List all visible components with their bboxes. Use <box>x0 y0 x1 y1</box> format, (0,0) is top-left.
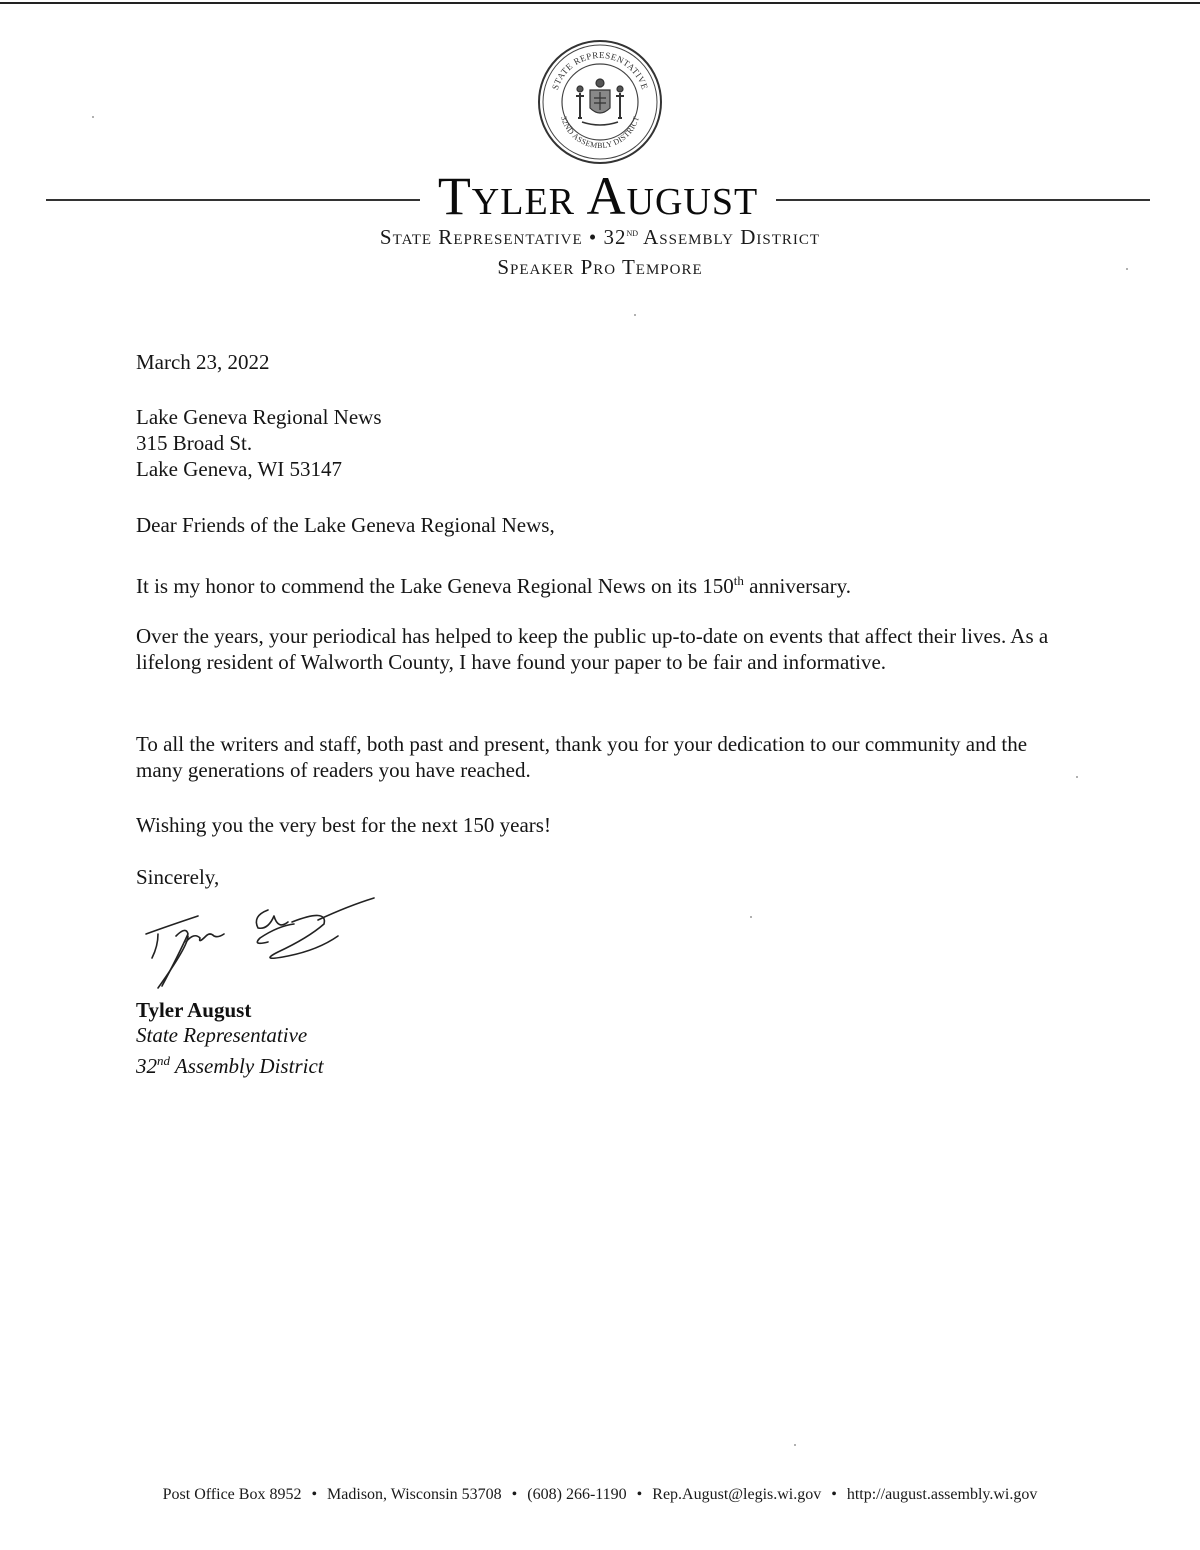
top-edge-rule <box>0 2 1200 4</box>
footer-separator: • <box>511 1486 518 1503</box>
footer-city: Madison, Wisconsin 53708 <box>327 1486 502 1503</box>
letterhead-name-row <box>46 168 1150 224</box>
footer-separator: • <box>831 1486 837 1503</box>
scan-speck <box>794 1444 796 1446</box>
footer-phone: (608) 266-1190 <box>527 1486 627 1503</box>
letterhead-role: Speaker Pro Tempore <box>497 255 703 279</box>
state-seal-icon <box>536 38 664 166</box>
subtitle-position: State Representative <box>379 225 583 249</box>
recipient-city: Lake Geneva, WI 53147 <box>136 457 343 481</box>
recipient-street: 315 Broad St. <box>136 431 253 455</box>
svg-text:32ND ASSEMBLY DISTRICT <box>559 115 641 150</box>
scan-speck <box>92 116 94 118</box>
district-ordinal: nd <box>157 1053 170 1068</box>
subtitle-district-number: 32 <box>603 225 627 249</box>
letterhead-footer <box>0 1486 1200 1504</box>
footer-email[interactable]: Rep.August@legis.wi.gov <box>652 1486 822 1503</box>
subtitle-ordinal-suffix: nd <box>626 225 639 239</box>
letter-salutation: Dear Friends of the Lake Geneva Regional News, <box>136 513 555 537</box>
footer-separator: • <box>311 1486 318 1503</box>
district-number: 32 <box>136 1054 157 1078</box>
letter-date: March 23, 2022 <box>136 350 270 374</box>
footer-separator: • <box>636 1486 643 1503</box>
handwritten-signature <box>128 886 388 996</box>
scan-speck <box>750 916 752 918</box>
paragraph-1-text: It is my honor to commend the Lake Geneva Regional News on its 150 <box>136 574 734 598</box>
letterhead-name: Tyler August <box>437 166 759 226</box>
signatory-name: Tyler August <box>136 998 252 1022</box>
letter-paragraph-4: Wishing you the very best for the next 150 years! <box>136 813 551 837</box>
subtitle-district: Assembly District <box>643 225 821 249</box>
footer-po-box: Post Office Box 8952 <box>162 1486 302 1503</box>
recipient-name: Lake Geneva Regional News <box>136 405 382 429</box>
letterhead-right-rule <box>776 199 1150 201</box>
district-label: Assembly District <box>170 1054 324 1078</box>
seal-bottom-text: 32ND ASSEMBLY DISTRICT <box>559 114 641 151</box>
footer-website[interactable]: http://august.assembly.wi.gov <box>846 1486 1038 1503</box>
letter-paragraph-3: To all the writers and staff, both past and present, thank you for your dedication to our community and the many generations of readers you have reached. <box>136 732 1028 782</box>
subtitle-bullet: • <box>588 225 598 249</box>
letterhead-left-rule <box>46 199 420 201</box>
seal-top-text: STATE REPRESENTATIVE <box>549 49 651 91</box>
letter-paragraph-1 <box>136 568 1096 599</box>
signatory-district <box>136 1048 324 1079</box>
paragraph-1-ordinal: th <box>733 573 744 588</box>
letter-paragraph-2: Over the years, your periodical has helped to keep the public up-to-date on events that affect their lives. As a lifelong resident of Walworth County, I have found your paper to be fair and informative. <box>136 624 1049 674</box>
scan-speck <box>1126 268 1128 270</box>
paragraph-1-end: anniversary. <box>743 574 852 598</box>
signatory-title: State Representative <box>136 1023 308 1047</box>
scan-speck <box>1076 776 1078 778</box>
scan-speck <box>634 314 636 316</box>
letterhead-subtitle <box>0 225 1200 250</box>
letter-closing: Sincerely, <box>136 865 220 889</box>
